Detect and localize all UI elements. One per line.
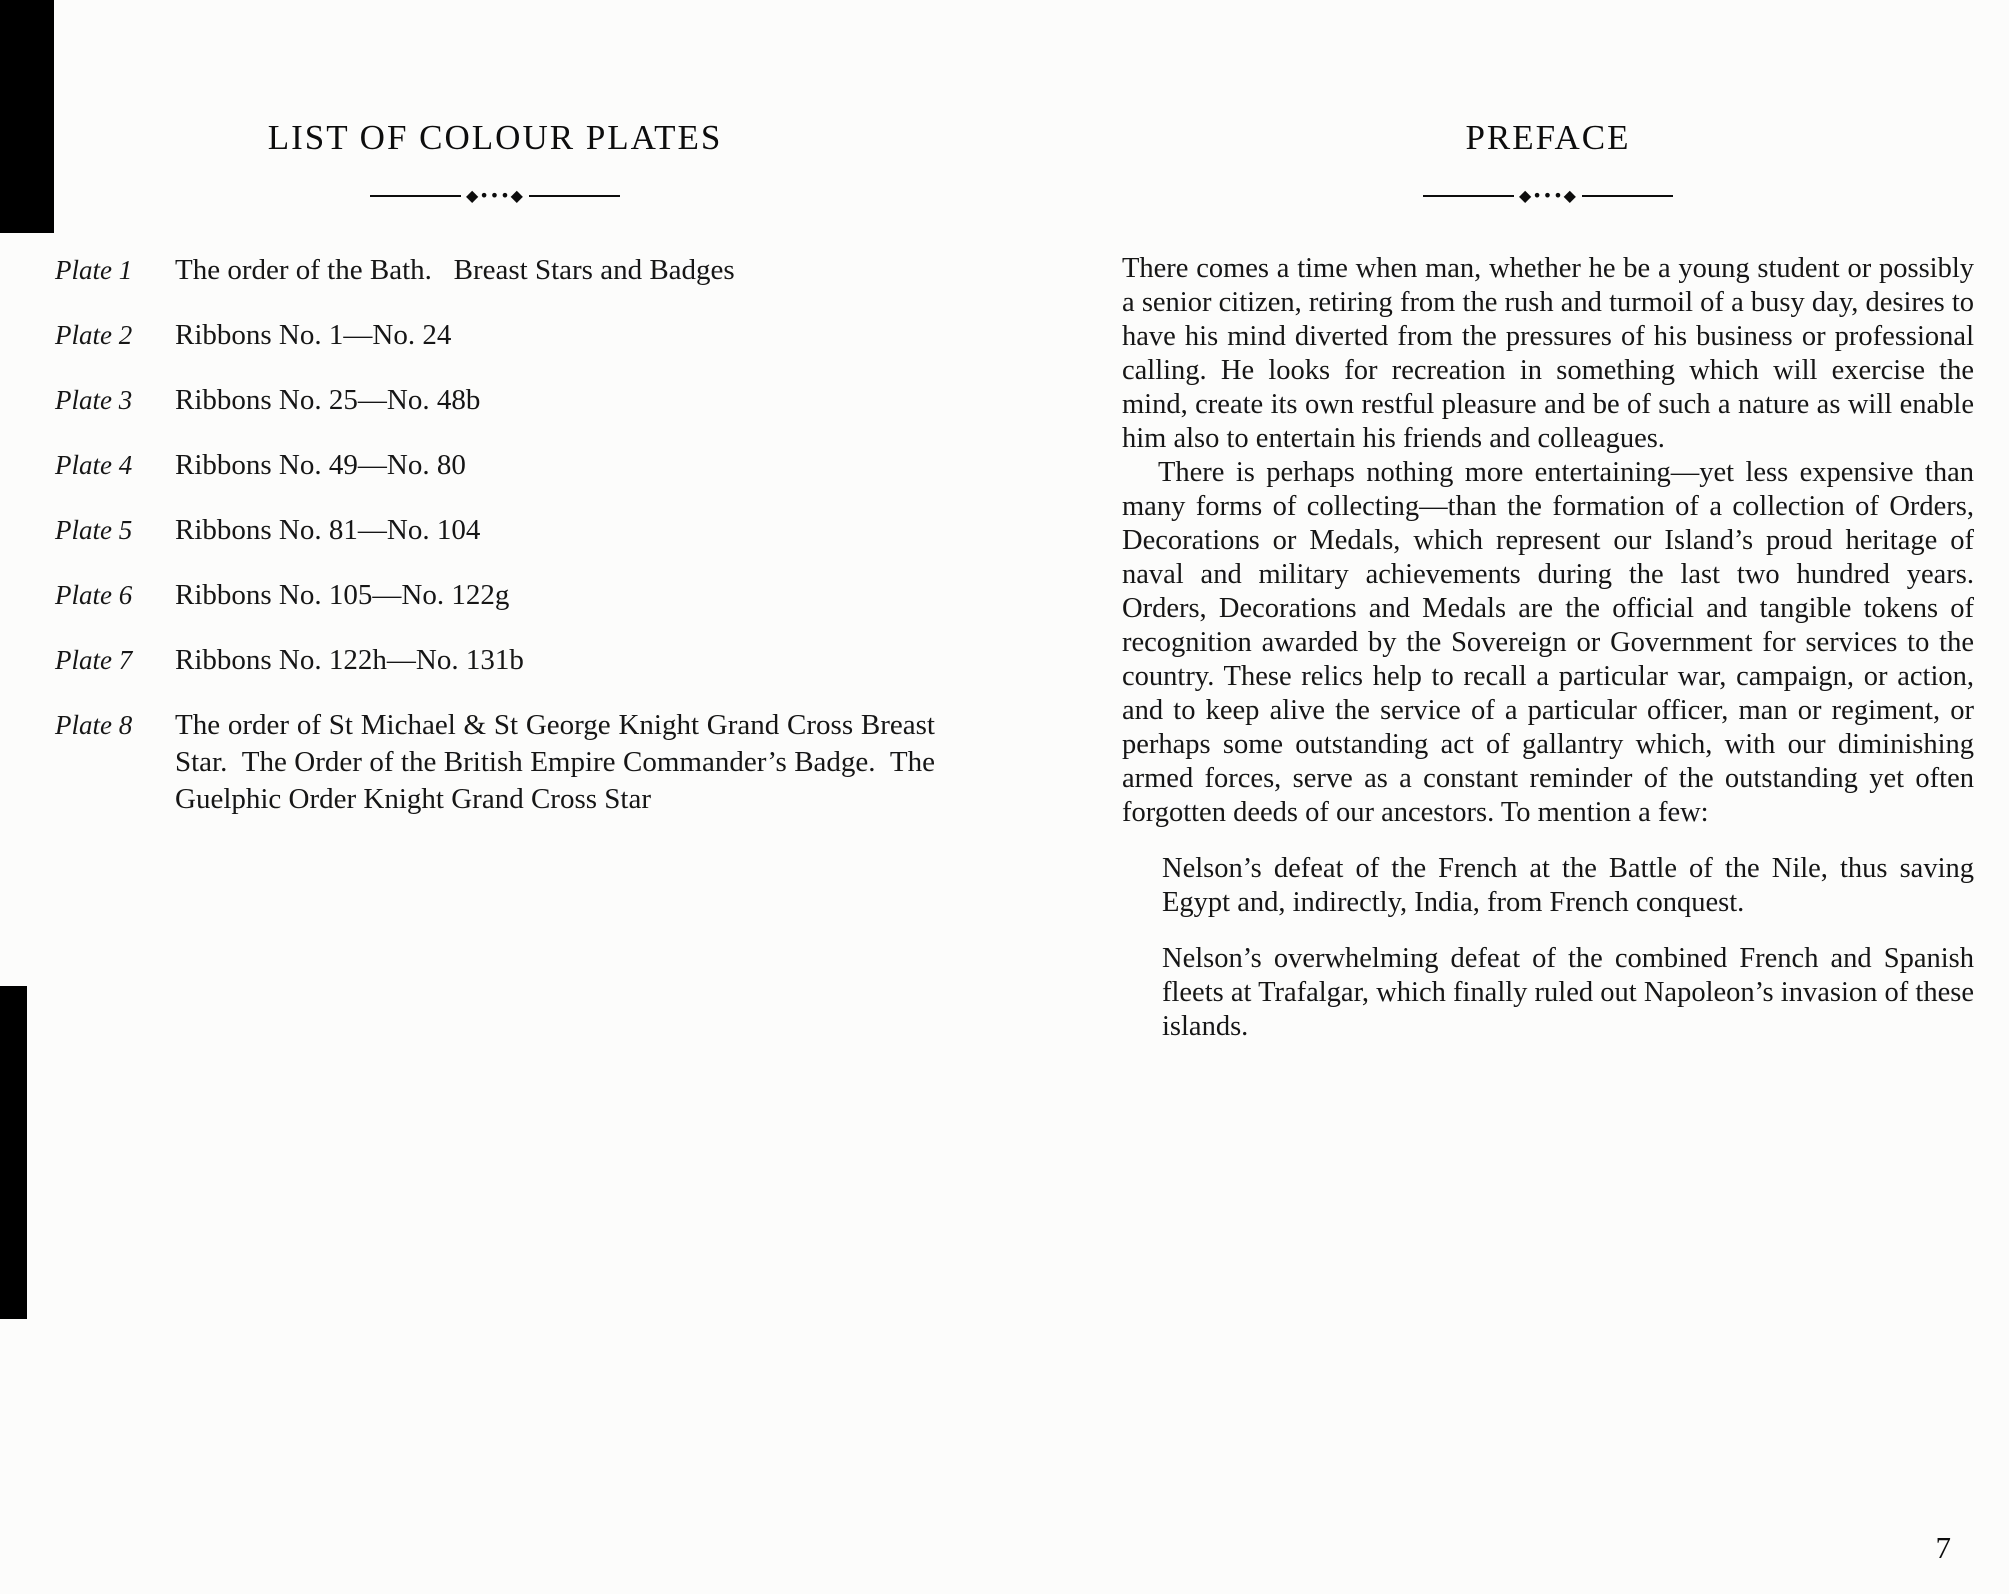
preface-body: [1122, 252, 1974, 1044]
plate-list: [55, 252, 943, 818]
page-number: 7: [1935, 1530, 1951, 1565]
plate-row: [55, 382, 935, 419]
preface-paragraph: There is perhaps nothing more entertaining—yet less expensive than many forms of collecting—than the formation of a collection of Orders, Decorations or Medals, which represent our Island’s proud heritage of naval and military achievements during the last two hundred years. Orders, Decorations and Medals are the official and tangible tokens of recognition awarded by the Sovereign or Government for services to the country. These relics help to recall a particular war, campaign, or action, and to keep alive the service of a particular officer, man or regiment, or perhaps some outstanding act of gallantry which, with our diminishing armed forces, serve as a constant reminder of the outstanding yet often forgotten deeds of our ancestors. To mention a few:: [1122, 457, 1974, 828]
plate-label: Plate 4: [55, 450, 133, 480]
plate-label: Plate 2: [55, 320, 133, 350]
plate-label: Plate 7: [55, 645, 133, 675]
ornament-line-right: [1582, 195, 1673, 197]
plate-row: [55, 707, 943, 818]
divider-ornament: [1423, 188, 1673, 204]
plate-row: [55, 317, 935, 354]
plate-label: Plate 8: [55, 710, 133, 740]
plate-description: The order of the Bath. Breast Stars and Badges: [175, 254, 735, 286]
right-page-title: PREFACE: [1465, 118, 1631, 157]
preface-paragraph: There comes a time when man, whether he be a young student or possibly a senior citizen, retiring from the rush and turmoil of a busy day, desires to have his mind diverted from the pressures of his business or professional calling. He looks for recreation in something which will exercise the mind, create its own restful pleasure and be of such a nature as will enable him also to entertain his friends and colleagues.: [1122, 253, 1974, 454]
scan-artifact-mid-left: [0, 986, 27, 1319]
plate-row: [55, 512, 935, 549]
ornament-line-left: [1423, 195, 1514, 197]
plate-label: Plate 3: [55, 385, 133, 415]
plate-row: [55, 447, 935, 484]
scan-artifact-top-left: [0, 0, 54, 233]
plate-row: [55, 577, 935, 614]
plate-description: Ribbons No. 81—No. 104: [175, 514, 481, 546]
plate-row: [55, 252, 935, 289]
plate-label: Plate 5: [55, 515, 133, 545]
plate-description: Ribbons No. 1—No. 24: [175, 319, 452, 351]
ornament-diamond-dots-icon: ◆•••◆: [466, 186, 524, 205]
plate-description: Ribbons No. 105—No. 122g: [175, 579, 510, 611]
plate-description: The order of St Michael & St George Knight Grand Cross Breast Star. The Order of the British Empire Commander’s Badge. The Guelphic Order Knight Grand Cross Star: [175, 709, 943, 815]
plate-label: Plate 6: [55, 580, 133, 610]
ornament-line-right: [529, 195, 620, 197]
plate-label: Plate 1: [55, 255, 133, 285]
preface-example-block: Nelson’s overwhelming defeat of the combined French and Spanish fleets at Trafalgar, which finally ruled out Napoleon’s invasion of these islands.: [1162, 943, 1974, 1042]
plate-description: Ribbons No. 49—No. 80: [175, 449, 466, 481]
divider-ornament: [370, 188, 620, 204]
left-page-title: LIST OF COLOUR PLATES: [267, 118, 723, 157]
left-page: [55, 118, 943, 846]
right-page: [1122, 118, 1974, 1044]
plate-description: Ribbons No. 122h—No. 131b: [175, 644, 524, 676]
ornament-line-left: [370, 195, 461, 197]
plate-description: Ribbons No. 25—No. 48b: [175, 384, 481, 416]
preface-example-block: Nelson’s defeat of the French at the Battle of the Nile, thus saving Egypt and, indirectly, India, from French conquest.: [1162, 853, 1974, 918]
plate-row: [55, 642, 935, 679]
ornament-diamond-dots-icon: ◆•••◆: [1519, 186, 1577, 205]
